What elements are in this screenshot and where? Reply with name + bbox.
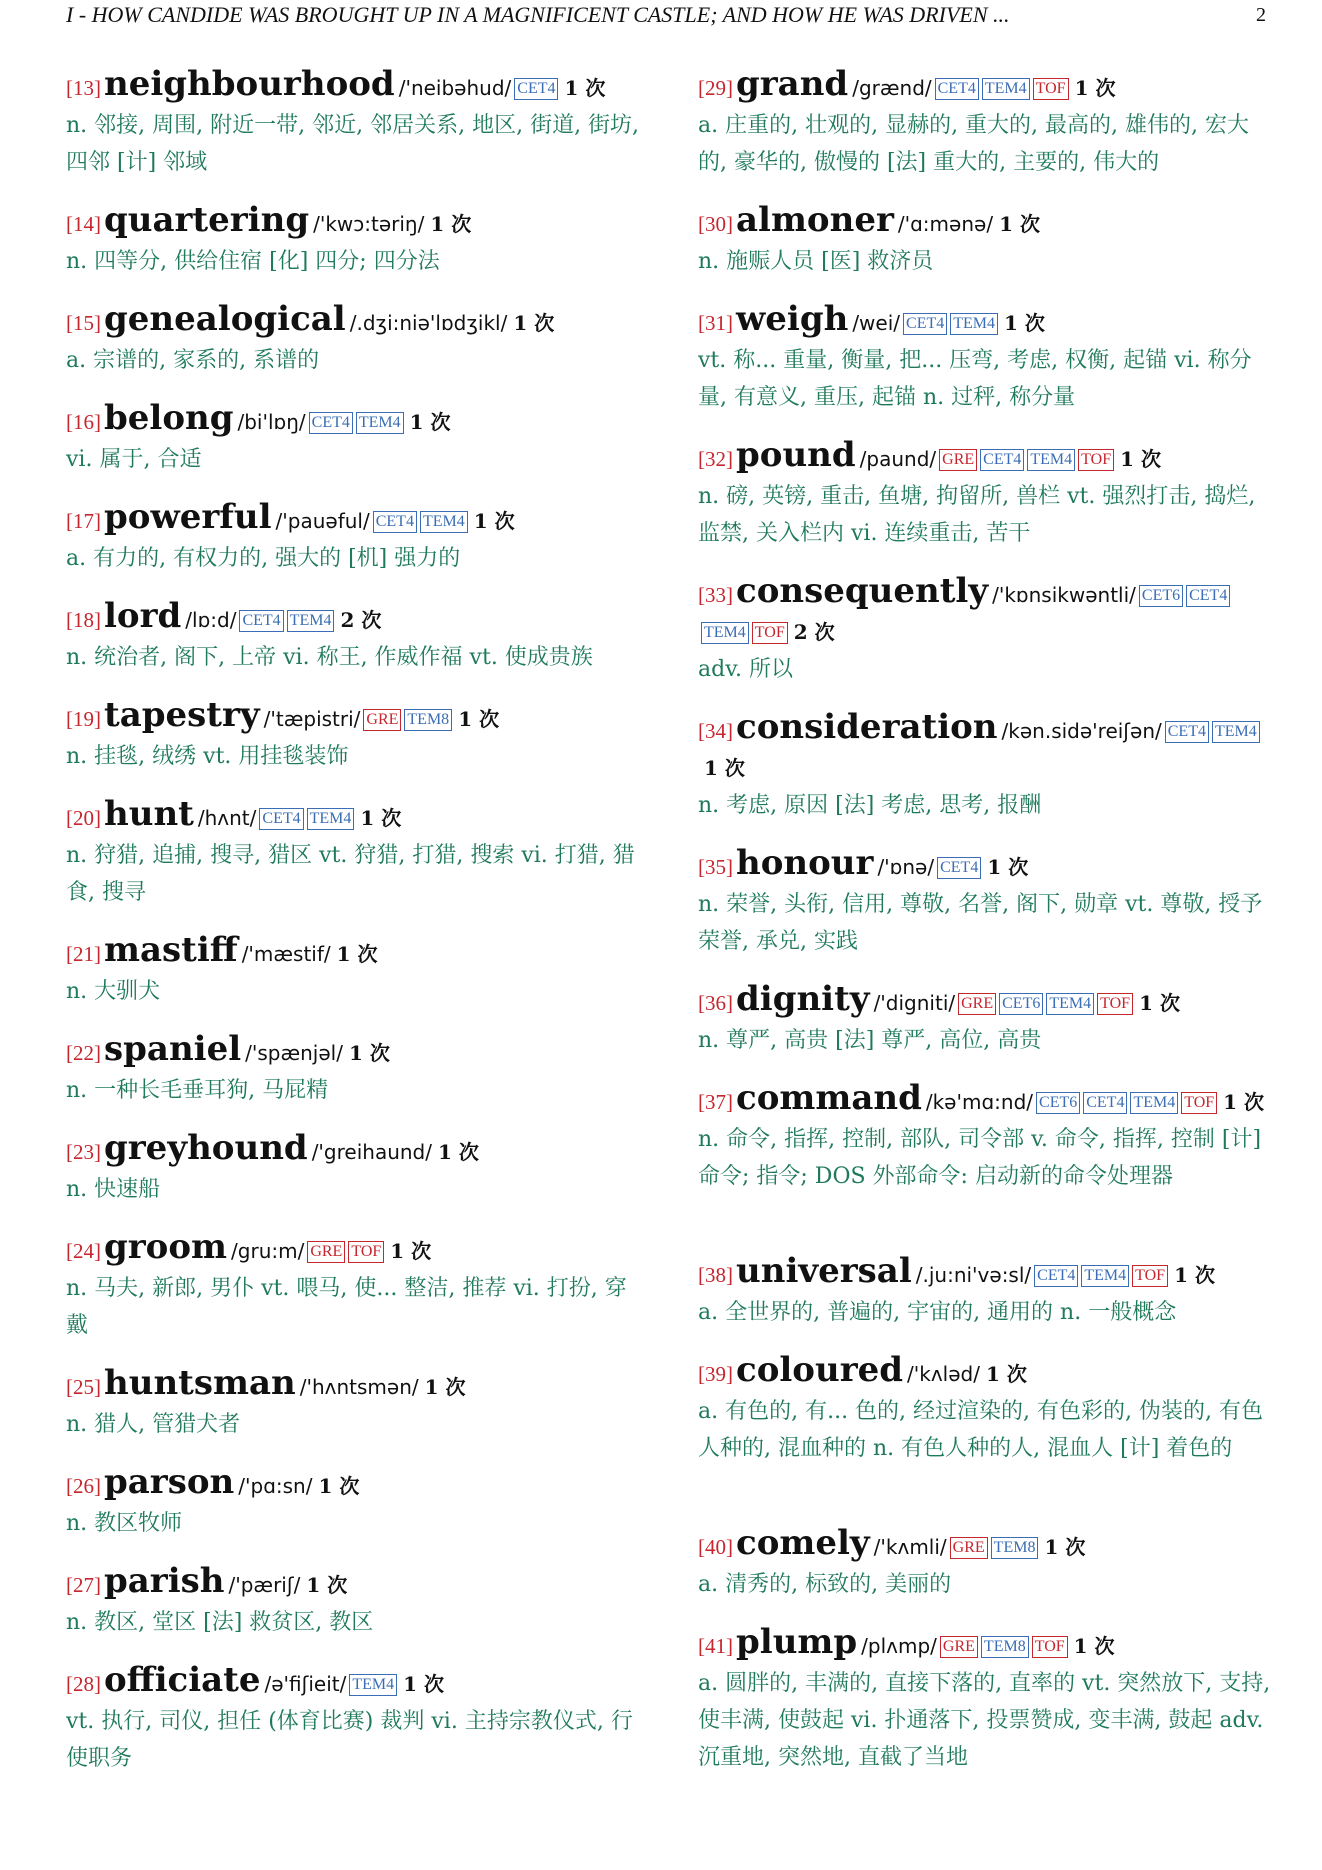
vocab-entry [698, 1624, 1272, 1797]
definition: n. 邻接, 周围, 附近一带, 邻近, 邻居关系, 地区, 街道, 街坊, 四邻 [计] 邻域 [66, 113, 640, 175]
definition: vt. 执行, 司仪, 担任 (体育比赛) 裁判 vi. 主持宗教仪式, 行使职务 [66, 1709, 633, 1771]
occurrence-count: 1 次 [306, 1573, 348, 1597]
entry-headline [66, 697, 640, 738]
entry-index: [18] [66, 608, 101, 632]
entry-index: [21] [66, 942, 101, 966]
vocab-entry [66, 301, 640, 400]
headword: huntsman [104, 1363, 296, 1403]
phonetic: /'kwɔ:təriŋ/ [313, 212, 425, 236]
definition: n. 尊严, 高贵 [法] 尊严, 高位, 高贵 [698, 1028, 1042, 1053]
occurrence-count: 1 次 [1139, 991, 1180, 1015]
occurrence-count: 1 次 [437, 1140, 479, 1164]
occurrence-count: 1 次 [348, 1041, 390, 1065]
definition: n. 一种长毛垂耳狗, 马屁精 [66, 1078, 329, 1103]
exam-tag: CET4 [1165, 721, 1209, 743]
entry-headline [66, 1130, 640, 1171]
entry-index: [27] [66, 1573, 101, 1597]
exam-tag: CET4 [373, 511, 417, 533]
occurrence-count: 1 次 [1074, 76, 1116, 100]
entry-index: [29] [698, 76, 733, 100]
entry-headline [698, 202, 1272, 243]
running-header [66, 0, 1266, 30]
entry-headline [698, 845, 1272, 886]
vocab-entry [66, 1365, 640, 1464]
entry-index: [25] [66, 1375, 101, 1399]
entry-headline [66, 1031, 640, 1072]
entry-headline [66, 66, 640, 107]
vocab-entry [66, 598, 640, 697]
entry-index: [30] [698, 212, 733, 236]
phonetic: /'greihaund/ [311, 1140, 432, 1164]
exam-tag: CET6 [1139, 585, 1183, 607]
entry-index: [41] [698, 1634, 733, 1658]
occurrence-count: 1 次 [430, 212, 472, 236]
occurrence-count: 1 次 [513, 311, 555, 335]
vocab-entry [66, 400, 640, 499]
occurrence-count: 1 次 [409, 410, 451, 434]
definition: a. 庄重的, 壮观的, 显赫的, 重大的, 最高的, 雄伟的, 宏大的, 豪华的, 傲慢的 [法] 重大的, 主要的, 伟大的 [698, 113, 1250, 175]
headword: weigh [736, 299, 849, 339]
headword: lord [104, 596, 182, 636]
vocab-entry [698, 845, 1272, 981]
entry-headline [698, 66, 1272, 107]
occurrence-count: 1 次 [1073, 1634, 1115, 1658]
definition: n. 挂毯, 绒绣 vt. 用挂毯装饰 [66, 744, 349, 769]
occurrence-count: 1 次 [1223, 1090, 1265, 1114]
phonetic: /gru:m/ [231, 1239, 305, 1263]
headword: parish [104, 1561, 225, 1601]
exam-tag: CET4 [1083, 1092, 1127, 1114]
entry-index: [34] [698, 719, 733, 743]
phonetic: /'pɑ:sn/ [238, 1474, 313, 1498]
headword: pound [736, 435, 856, 475]
exam-tag: CET4 [980, 449, 1024, 471]
headword: comely [736, 1523, 870, 1563]
chapter-title: I - HOW CANDIDE WAS BROUGHT UP IN A MAGNIFICENT CASTLE; AND HOW HE WAS DRIVEN ... [66, 2, 1010, 27]
entry-index: [33] [698, 583, 733, 607]
entry-index: [36] [698, 991, 733, 1015]
phonetic: /hʌnt/ [197, 806, 257, 830]
phonetic: /'kʌmli/ [873, 1535, 947, 1559]
headword: coloured [736, 1350, 904, 1390]
vocab-entry [66, 1229, 640, 1365]
phonetic: /.ju:ni'və:sl/ [915, 1263, 1032, 1287]
exam-tag: CET6 [1036, 1092, 1080, 1114]
exam-tag: CET4 [239, 610, 283, 632]
exam-tag: TOF [348, 1241, 384, 1263]
vocab-entry [698, 1352, 1272, 1525]
exam-tag: CET6 [999, 993, 1043, 1015]
entry-headline [698, 573, 1272, 651]
exam-tag: GRE [363, 709, 401, 731]
vocab-entry [66, 1031, 640, 1130]
entry-index: [14] [66, 212, 101, 236]
entry-headline [66, 202, 640, 243]
vocab-entry [698, 1253, 1272, 1352]
definition: a. 宗谱的, 家系的, 系谱的 [66, 348, 320, 373]
exam-tag: TEM4 [1130, 1092, 1178, 1114]
headword: neighbourhood [104, 64, 395, 104]
occurrence-count: 2 次 [340, 608, 382, 632]
occurrence-count: 2 次 [793, 620, 835, 644]
exam-tag: TOF [1132, 1265, 1168, 1287]
phonetic: /kən.sidə'reiʃən/ [1001, 719, 1162, 743]
entry-index: [16] [66, 410, 101, 434]
exam-tag: TEM4 [349, 1674, 397, 1696]
headword: hunt [104, 794, 194, 834]
left-column [66, 66, 640, 1798]
vocab-entry [66, 202, 640, 301]
exam-tag: TEM4 [1212, 721, 1260, 743]
entry-headline [66, 1662, 640, 1703]
entry-headline [698, 437, 1272, 478]
headword: universal [736, 1251, 912, 1291]
occurrence-count: 1 次 [458, 707, 500, 731]
definition: a. 有力的, 有权力的, 强大的 [机] 强力的 [66, 546, 461, 571]
occurrence-count: 1 次 [1044, 1535, 1086, 1559]
headword: powerful [104, 497, 272, 537]
occurrence-count: 1 次 [985, 1362, 1027, 1386]
vocab-entry [698, 573, 1272, 709]
entry-headline [698, 1352, 1272, 1393]
headword: officiate [104, 1660, 261, 1700]
headword: belong [104, 398, 234, 438]
definition: n. 荣誉, 头衔, 信用, 尊敬, 名誉, 阁下, 勋章 vt. 尊敬, 授予荣誉, 承兑, 实践 [698, 892, 1263, 954]
exam-tag: GRE [940, 1636, 978, 1658]
definition: n. 快速船 [66, 1177, 161, 1202]
definition: n. 统治者, 阁下, 上帝 vi. 称王, 作威作福 vt. 使成贵族 [66, 645, 593, 670]
vocab-entry [66, 1130, 640, 1229]
exam-tag: CET4 [1186, 585, 1230, 607]
exam-tag: TOF [1032, 1636, 1068, 1658]
phonetic: /'spænjəl/ [245, 1041, 343, 1065]
headword: greyhound [104, 1128, 308, 1168]
entry-headline [698, 1253, 1272, 1294]
entry-index: [13] [66, 76, 101, 100]
phonetic: /kə'mɑ:nd/ [925, 1090, 1034, 1114]
exam-tag: CET4 [937, 857, 981, 879]
entry-headline [66, 1229, 640, 1270]
entry-index: [39] [698, 1362, 733, 1386]
headword: mastiff [104, 930, 238, 970]
exam-tag: TOF [1181, 1092, 1217, 1114]
phonetic: /'mæstif/ [241, 942, 331, 966]
entry-headline [66, 301, 640, 342]
headword: consequently [736, 571, 989, 611]
vocab-entry [698, 1525, 1272, 1624]
exam-tag: TEM8 [981, 1636, 1029, 1658]
headword: grand [736, 64, 849, 104]
definition: a. 全世界的, 普遍的, 宇宙的, 通用的 n. 一般概念 [698, 1300, 1177, 1325]
exam-tag: CET4 [903, 313, 947, 335]
phonetic: /lɒ:d/ [185, 608, 237, 632]
entry-index: [38] [698, 1263, 733, 1287]
entry-index: [40] [698, 1535, 733, 1559]
entry-index: [24] [66, 1239, 101, 1263]
headword: plump [736, 1622, 858, 1662]
exam-tag: TOF [752, 622, 788, 644]
definition: n. 教区, 堂区 [法] 救贫区, 教区 [66, 1610, 374, 1635]
exam-tag: CET4 [1034, 1265, 1078, 1287]
headword: command [736, 1078, 922, 1118]
headword: genealogical [104, 299, 346, 339]
occurrence-count: 1 次 [403, 1672, 445, 1696]
phonetic: /ə'fiʃieit/ [264, 1672, 347, 1696]
exam-tag: TOF [1033, 78, 1069, 100]
entry-index: [17] [66, 509, 101, 533]
occurrence-count: 1 次 [318, 1474, 360, 1498]
phonetic: /'pæriʃ/ [228, 1573, 301, 1597]
definition: n. 四等分, 供给住宿 [化] 四分; 四分法 [66, 249, 440, 274]
phonetic: /'tæpistri/ [263, 707, 361, 731]
exam-tag: GRE [307, 1241, 345, 1263]
exam-tag: TEM4 [1046, 993, 1094, 1015]
definition: vt. 称... 重量, 衡量, 把... 压弯, 考虑, 权衡, 起锚 vi. 称分量, 有意义, 重压, 起锚 n. 过秤, 称分量 [698, 348, 1252, 410]
definition: a. 清秀的, 标致的, 美丽的 [698, 1572, 952, 1597]
occurrence-count: 1 次 [1004, 311, 1045, 335]
headword: parson [104, 1462, 235, 1502]
definition: n. 施赈人员 [医] 救济员 [698, 249, 934, 274]
phonetic: /wei/ [852, 311, 901, 335]
exam-tag: CET4 [309, 412, 353, 434]
entry-headline [66, 400, 640, 441]
phonetic: /'ɑ:mənə/ [897, 212, 994, 236]
vocab-entry [66, 697, 640, 796]
exam-tag: TEM4 [982, 78, 1030, 100]
right-column [698, 66, 1272, 1797]
exam-tag: TEM4 [950, 313, 998, 335]
vocab-entry [66, 1563, 640, 1662]
entry-index: [20] [66, 806, 101, 830]
vocab-entry [698, 66, 1272, 202]
vocab-entry [66, 932, 640, 1031]
phonetic: /'hʌntsmən/ [299, 1375, 419, 1399]
phonetic: /'neibəhud/ [398, 76, 512, 100]
phonetic: /'kɒnsikwəntli/ [992, 583, 1136, 607]
entry-headline [698, 981, 1272, 1022]
headword: almoner [736, 200, 894, 240]
entry-index: [32] [698, 447, 733, 471]
phonetic: /.dʒi:niə'lɒdʒikl/ [349, 311, 508, 335]
exam-tag: GRE [958, 993, 996, 1015]
phonetic: /'kʌləd/ [907, 1362, 980, 1386]
phonetic: /paund/ [859, 447, 937, 471]
phonetic: /plʌmp/ [861, 1634, 937, 1658]
headword: consideration [736, 707, 998, 747]
entry-index: [23] [66, 1140, 101, 1164]
headword: honour [736, 843, 874, 883]
definition: n. 教区牧师 [66, 1511, 183, 1536]
exam-tag: TOF [1097, 993, 1133, 1015]
page-number: 2 [1256, 3, 1266, 26]
occurrence-count: 1 次 [336, 942, 378, 966]
entry-index: [31] [698, 311, 733, 335]
definition: vi. 属于, 合适 [66, 447, 202, 472]
entry-headline [66, 499, 640, 540]
entry-index: [28] [66, 1672, 101, 1696]
occurrence-count: 1 次 [424, 1375, 466, 1399]
exam-tag: TEM4 [307, 808, 355, 830]
headword: groom [104, 1227, 228, 1267]
definition: n. 考虑, 原因 [法] 考虑, 思考, 报酬 [698, 793, 1042, 818]
vocab-entry [66, 499, 640, 598]
headword: spaniel [104, 1029, 242, 1069]
exam-tag: TEM4 [1027, 449, 1075, 471]
headword: dignity [736, 979, 870, 1019]
entry-headline [66, 1464, 640, 1505]
entry-index: [19] [66, 707, 101, 731]
occurrence-count: 1 次 [564, 76, 606, 100]
headword: quartering [104, 200, 310, 240]
exam-tag: GRE [939, 449, 977, 471]
exam-tag: TEM4 [287, 610, 335, 632]
definition: n. 大驯犬 [66, 979, 161, 1004]
entry-index: [15] [66, 311, 101, 335]
definition: n. 马夫, 新郎, 男仆 vt. 喂马, 使... 整洁, 推荐 vi. 打扮, 穿戴 [66, 1276, 627, 1338]
entry-index: [37] [698, 1090, 733, 1114]
phonetic: /'ɒnə/ [877, 855, 935, 879]
vocab-entry [698, 202, 1272, 301]
exam-tag: TEM4 [420, 511, 468, 533]
entry-index: [35] [698, 855, 733, 879]
entry-headline [698, 709, 1272, 787]
exam-tag: TEM8 [404, 709, 452, 731]
entry-headline [66, 598, 640, 639]
definition: n. 磅, 英镑, 重击, 鱼塘, 拘留所, 兽栏 vt. 强烈打击, 捣烂, 监禁, 关入栏内 vi. 连续重击, 苦干 [698, 484, 1256, 546]
occurrence-count: 1 次 [999, 212, 1040, 236]
entry-headline [66, 932, 640, 973]
vocab-entry [66, 1464, 640, 1563]
occurrence-count: 1 次 [360, 806, 402, 830]
vocab-entry [66, 66, 640, 202]
occurrence-count: 1 次 [1174, 1263, 1215, 1287]
exam-tag: CET4 [259, 808, 303, 830]
entry-headline [66, 1365, 640, 1406]
exam-tag: TEM8 [991, 1537, 1039, 1559]
entry-index: [26] [66, 1474, 101, 1498]
definition: adv. 所以 [698, 657, 794, 682]
entry-index: [22] [66, 1041, 101, 1065]
entry-headline [66, 1563, 640, 1604]
occurrence-count: 1 次 [987, 855, 1029, 879]
definition: n. 猎人, 管猎犬者 [66, 1412, 241, 1437]
exam-tag: TEM4 [356, 412, 404, 434]
exam-tag: TEM4 [1081, 1265, 1129, 1287]
entry-headline [66, 796, 640, 837]
occurrence-count: 1 次 [390, 1239, 432, 1263]
occurrence-count: 1 次 [704, 756, 745, 780]
exam-tag: TOF [1078, 449, 1114, 471]
vocab-entry [66, 1662, 640, 1798]
occurrence-count: 1 次 [473, 509, 515, 533]
entry-headline [698, 1080, 1272, 1121]
definition: n. 命令, 指挥, 控制, 部队, 司令部 v. 命令, 指挥, 控制 [计] 命令; 指令; DOS 外部命令: 启动新的命令处理器 [698, 1127, 1262, 1189]
entry-headline [698, 301, 1272, 342]
exam-tag: TEM4 [701, 622, 749, 644]
vocab-entry [698, 709, 1272, 845]
entry-headline [698, 1624, 1272, 1665]
headword: tapestry [104, 695, 260, 735]
vocab-entry [66, 796, 640, 932]
phonetic: /'digniti/ [873, 991, 956, 1015]
definition: a. 有色的, 有... 色的, 经过渲染的, 有色彩的, 伪装的, 有色人种的, 混血种的 n. 有色人种的人, 混血人 [计] 着色的 [698, 1399, 1264, 1461]
phonetic: /grænd/ [852, 76, 932, 100]
vocab-entry [698, 981, 1272, 1080]
exam-tag: CET4 [935, 78, 979, 100]
definition: a. 圆胖的, 丰满的, 直接下落的, 直率的 vt. 突然放下, 支持, 使丰满, 使鼓起 vi. 扑通落下, 投票赞成, 变丰满, 鼓起 adv. 沉重地, 突然地, 直截了当地 [698, 1671, 1271, 1770]
exam-tag: GRE [950, 1537, 988, 1559]
exam-tag: CET4 [514, 78, 558, 100]
entry-headline [698, 1525, 1272, 1566]
definition: n. 狩猎, 追捕, 搜寻, 猎区 vt. 狩猎, 打猎, 搜索 vi. 打猎, 猎食, 搜寻 [66, 843, 635, 905]
vocab-entry [698, 301, 1272, 437]
vocab-entry [698, 437, 1272, 573]
vocab-entry [698, 1080, 1272, 1253]
phonetic: /bi'lɒŋ/ [237, 410, 306, 434]
phonetic: /'pauəful/ [275, 509, 370, 533]
occurrence-count: 1 次 [1120, 447, 1161, 471]
